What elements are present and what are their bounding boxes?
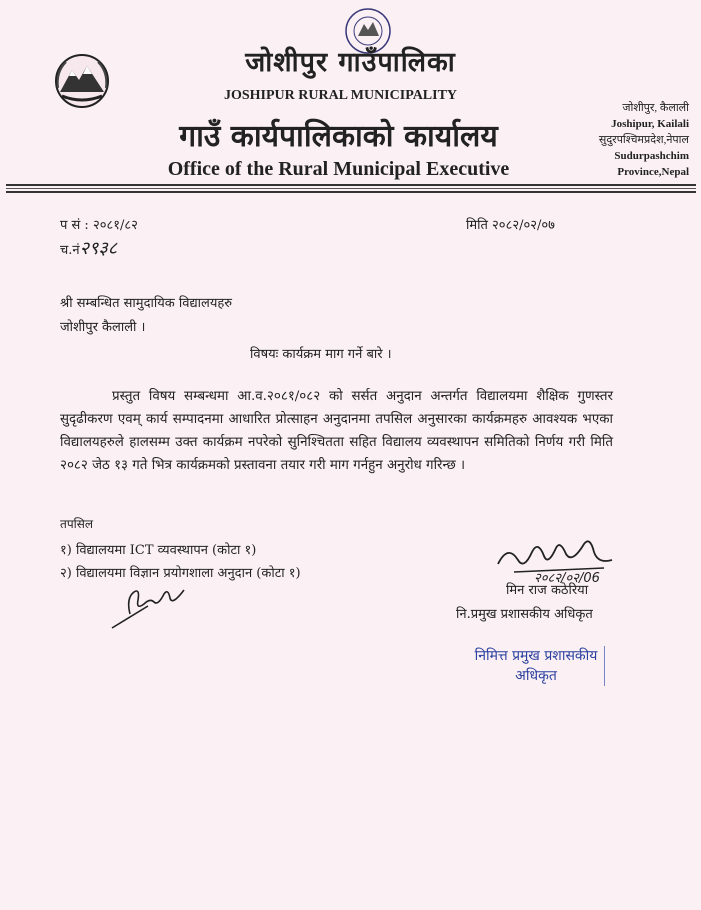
signatory-name: मिन राज कठेरिया — [506, 583, 589, 598]
details-heading: तपसिल — [60, 517, 94, 531]
address-en-3: Province,Nepal — [617, 166, 689, 178]
dispatch-number: २९३८ — [79, 238, 118, 259]
dispatch-label: च.नं — [60, 243, 80, 258]
details-item: २) विद्यालयमा विज्ञान प्रयोगशाला अनुदान (कोटा १) — [60, 566, 301, 581]
header-rule — [6, 184, 696, 186]
org-name-np: जोशीपुर गाउँपालिका — [245, 47, 456, 78]
subject-line: विषयः कार्यक्रम माग गर्ने बारे । — [250, 347, 392, 362]
stamp-line-1: निमित्त प्रमुख प्रशासकीय — [474, 648, 598, 664]
header-rule — [6, 191, 696, 193]
initials-mark — [108, 580, 190, 632]
dispatch-number-row — [60, 236, 117, 260]
signature-date: २०८२/०२/06 — [534, 571, 600, 586]
recipient-line-2: जोशीपुर कैलाली । — [60, 320, 146, 335]
official-stamp — [468, 646, 605, 686]
org-name-en: JOSHIPUR RURAL MUNICIPALITY — [223, 88, 458, 103]
address-np-2: सुदुरपश्चिमप्रदेश,नेपाल — [598, 134, 689, 146]
office-name-np: गाउँ कार्यपालिकाको कार्यालय — [179, 119, 498, 154]
address-block — [569, 100, 689, 180]
signatory-designation: नि.प्रमुख प्रशासकीय अधिकृत — [456, 607, 593, 622]
letter-date: मिति २०८२/०२/०७ — [466, 218, 555, 233]
address-en-1: Joshipur, Kailali — [611, 118, 689, 130]
office-name-en: Office of the Rural Municipal Executive — [167, 158, 510, 180]
details-item: १) विद्यालयमा ICT व्यवस्थापन (कोटा १) — [60, 543, 257, 558]
address-en-2: Sudurpashchim — [614, 150, 689, 162]
letter-number: प सं : २०८१/८२ — [60, 218, 138, 233]
address-np-1: जोशीपुर, कैलाली — [622, 102, 689, 114]
recipient-line-1: श्री सम्बन्धित सामुदायिक विद्यालयहरु — [60, 296, 233, 311]
stamp-line-2: अधिकृत — [515, 668, 557, 684]
body-paragraph: प्रस्तुत विषय सम्बन्धमा आ.व.२०८१/०८२ को सर्सत अनुदान अन्तर्गत विद्यालयमा शैक्षिक गुणस्तर सुदृढीकरण एवम् कार्य सम्पादनमा आधारित प्रोत्साहन अनुदानमा तपसिल अनुसारका कार्यक्रमहरु आवश्यक भएका विद्यालयहरुले हालसम्म उक्त कार्यक्रम नपरेको सुनिश्चितता सहित विद्यालय व्यवस्थापन समितिको निर्णय गरी मिति २०८२ जेठ १३ गते भित्र कार्यक्रमको प्रस्तावना तयार गरी माग गर्नहुन अनुरोध गरिन्छ । — [60, 389, 613, 473]
header-rule — [6, 188, 696, 189]
